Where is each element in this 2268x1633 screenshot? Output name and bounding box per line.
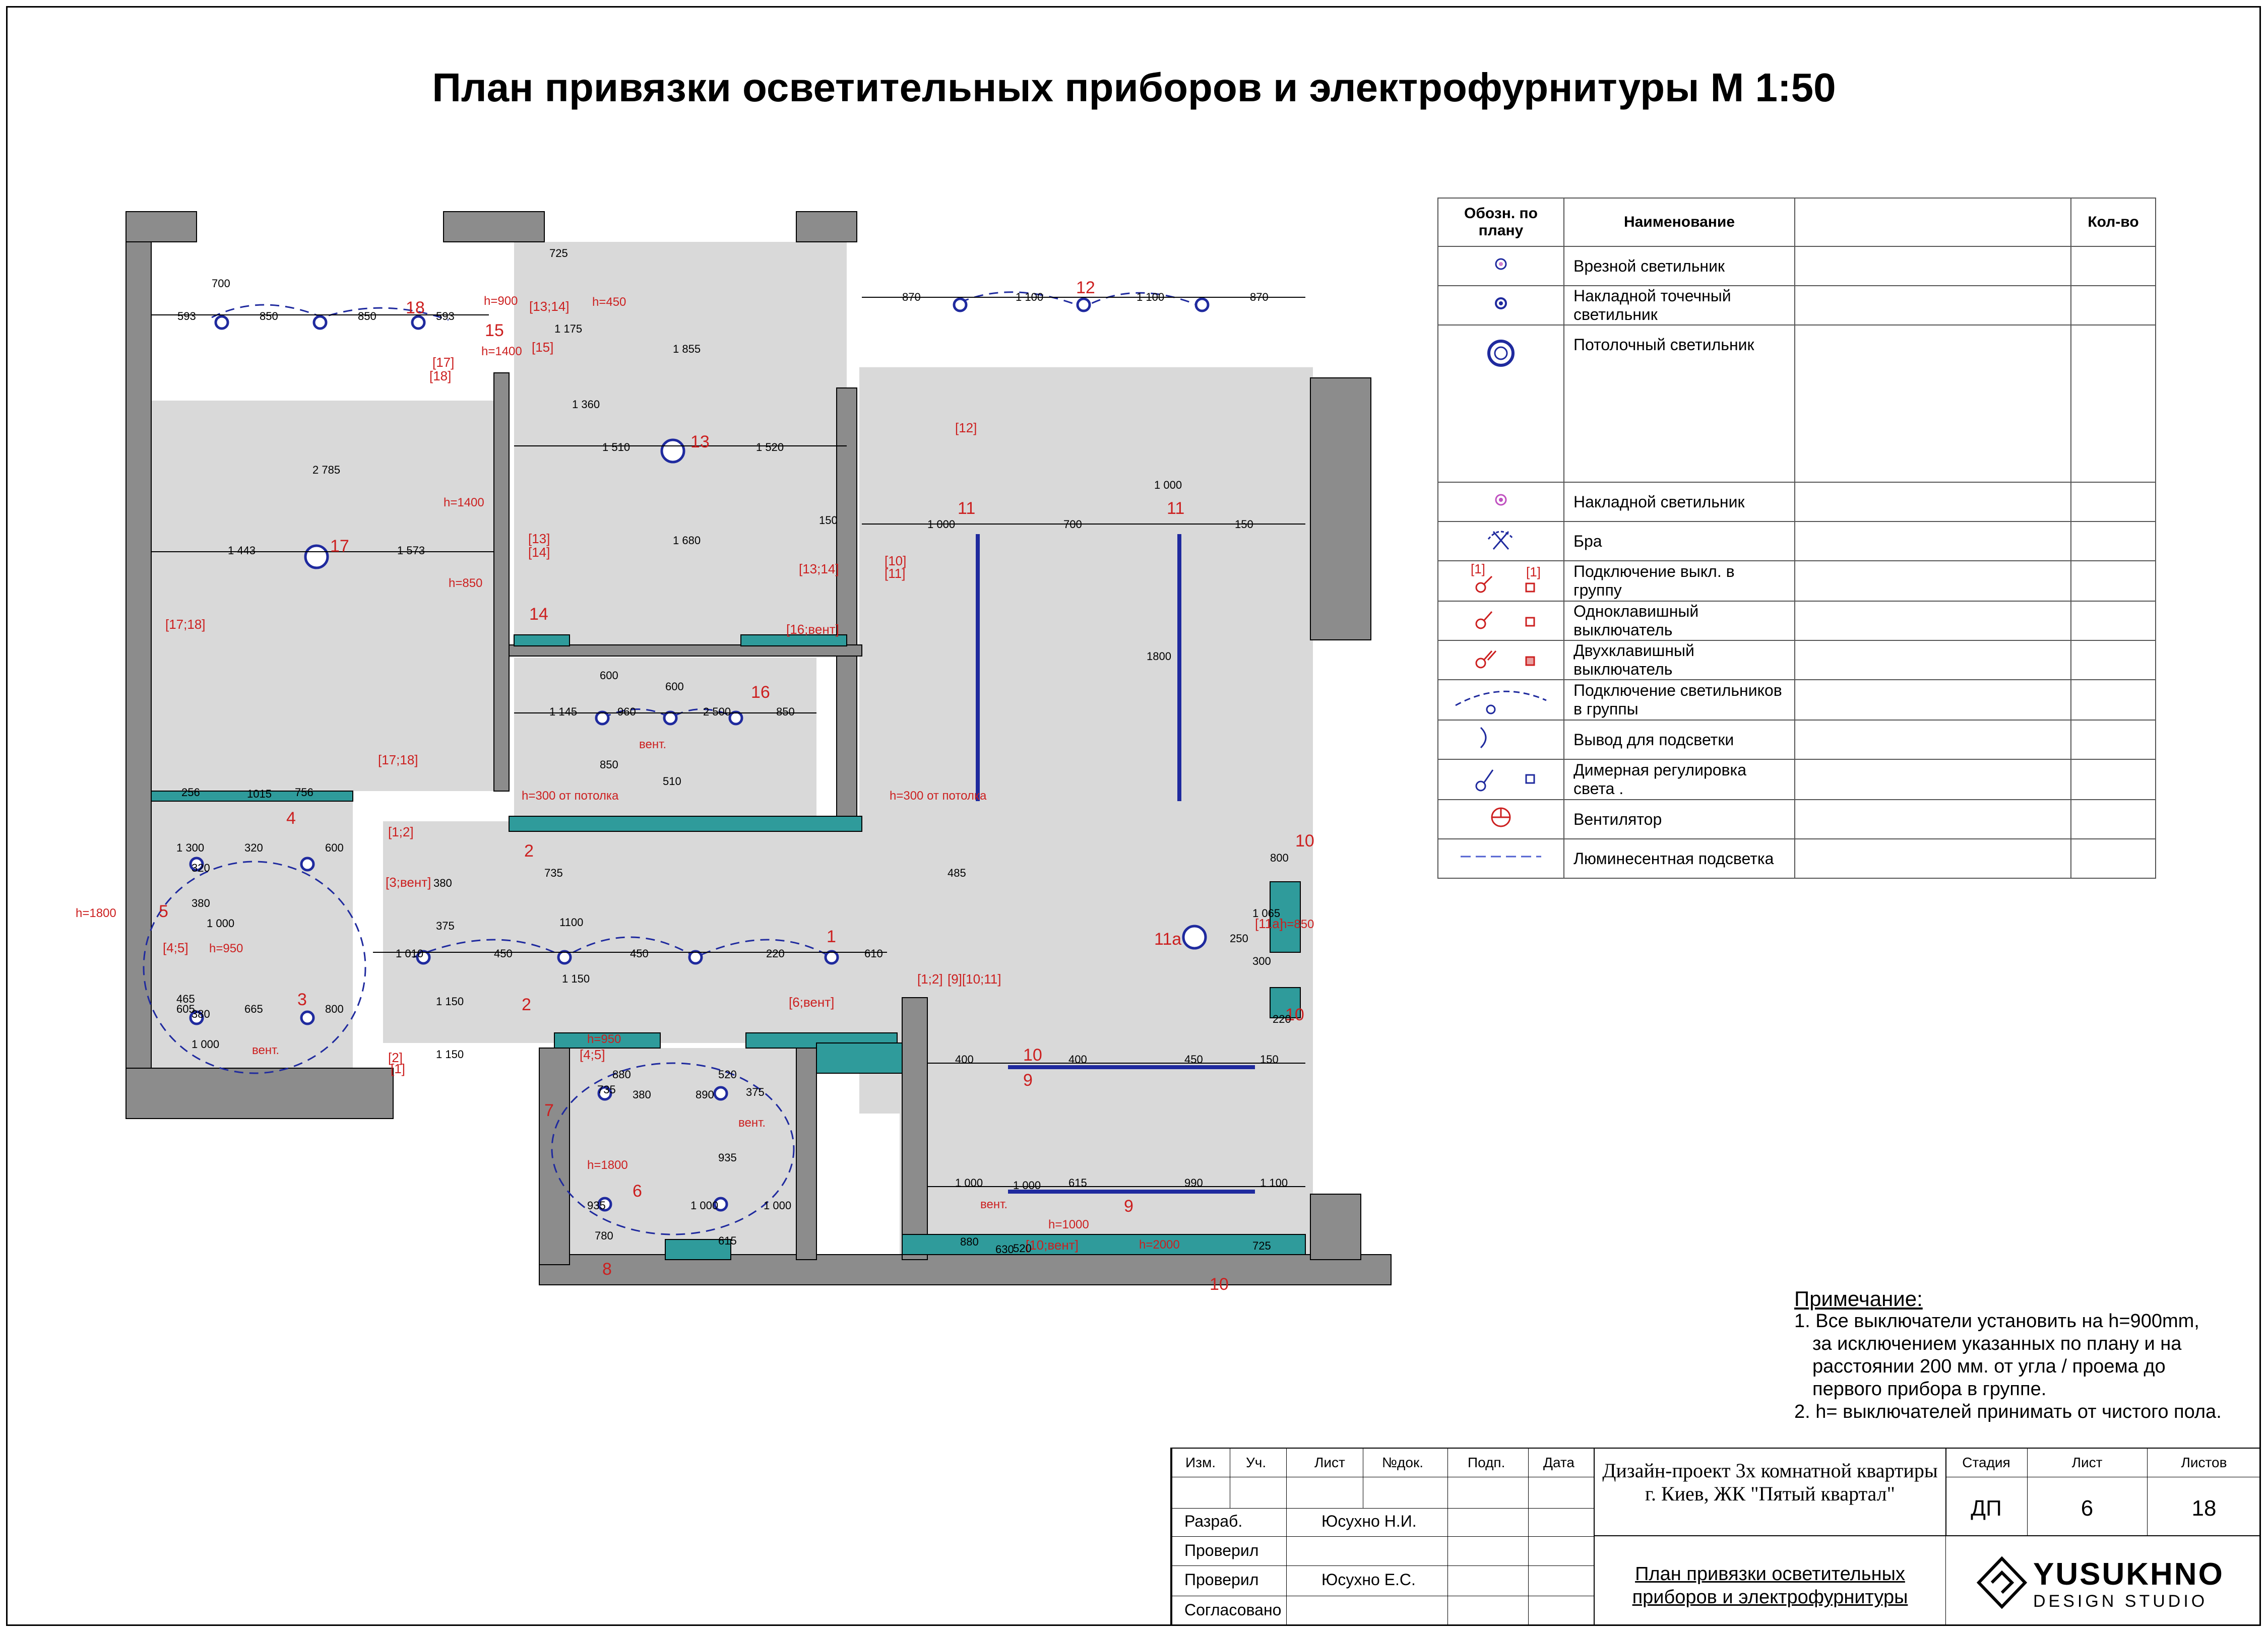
room-number: 17 xyxy=(330,537,349,556)
dimension-value: 870 xyxy=(1250,291,1269,303)
light-12-c xyxy=(1196,299,1208,311)
dimension-value: 150 xyxy=(819,514,838,527)
ceiling-light-icon xyxy=(1438,325,1564,482)
switch-tag: [15] xyxy=(532,340,554,355)
stamp-role: Разраб. xyxy=(1184,1512,1243,1530)
fluorescent-strip-icon xyxy=(1438,839,1564,878)
dimension-value: 400 xyxy=(955,1053,974,1066)
dimension-value: 380 xyxy=(433,877,452,889)
legend-name: Димерная регулировка света . xyxy=(1564,759,1795,800)
light-18-b xyxy=(314,316,326,329)
stamp-header-uch: Уч. xyxy=(1246,1455,1267,1470)
light-11a xyxy=(1183,926,1206,948)
light-16-b xyxy=(664,712,676,724)
stamp-name: Юсухно Е.С. xyxy=(1321,1571,1416,1589)
dimension-value: 610 xyxy=(864,947,883,960)
legend-header-symbol: Обозн. по плану xyxy=(1438,198,1564,246)
dimension-value: 1 000 xyxy=(192,1038,220,1051)
legend-name: Одноклавишный выключатель xyxy=(1564,601,1795,640)
switch-tag: [17;18] xyxy=(378,752,418,767)
group-switch-tag-b: [1] xyxy=(1526,564,1541,579)
dimension-value: 1 000 xyxy=(955,1177,983,1189)
dimension-value: 1 300 xyxy=(176,841,205,854)
dimension-value: 725 xyxy=(549,247,568,259)
switch-tag: [14] xyxy=(528,545,550,560)
room-number: 14 xyxy=(529,605,548,624)
dimension-value: 1 855 xyxy=(673,343,701,355)
legend-header-name: Наименование xyxy=(1564,198,1795,246)
dimension-value: 320 xyxy=(244,841,263,854)
dimension-value: 800 xyxy=(1270,852,1289,864)
dimension-value: 1800 xyxy=(1147,650,1171,663)
dimension-value: 615 xyxy=(718,1234,737,1247)
dimension-value: 850 xyxy=(600,758,618,771)
dimension-value: 380 xyxy=(192,1008,210,1020)
height-label: h=850 xyxy=(1280,918,1314,931)
switch-tag: [11] xyxy=(885,566,906,581)
dimension-value: 1 150 xyxy=(436,1048,464,1061)
dimension-value: 520 xyxy=(1013,1242,1032,1255)
dimension-value: 890 xyxy=(696,1088,714,1101)
legend-name: Бра xyxy=(1564,521,1795,561)
wall-north-mid xyxy=(444,212,544,242)
light-3-b xyxy=(301,858,313,870)
height-label: h=950 xyxy=(587,1032,621,1046)
room-number: 3 xyxy=(297,990,307,1009)
height-label: h=1400 xyxy=(444,496,484,509)
switch-tag: [13;14] xyxy=(529,299,570,314)
dimension-value: 1 000 xyxy=(207,917,235,930)
dimension-value: 935 xyxy=(718,1151,737,1164)
dimension-value: 1 150 xyxy=(562,972,590,985)
notes xyxy=(1794,1287,2222,1423)
sheet-value: 6 xyxy=(2081,1496,2094,1521)
note-line: 1. Все выключатели установить на h=900mm, xyxy=(1794,1311,2199,1332)
switch-tag: [18] xyxy=(429,368,452,383)
dimension-value: 700 xyxy=(212,277,230,290)
switch-tag: [17] xyxy=(432,355,455,370)
switch-tag: [13;14] xyxy=(799,561,839,576)
dimension-value: 1 175 xyxy=(554,322,583,335)
dimension-value: 1 010 xyxy=(396,947,424,960)
note-line: за исключением указанных по плану и на xyxy=(1812,1333,2182,1354)
dimension-value: 2 785 xyxy=(312,464,341,476)
dimension-value: 615 xyxy=(1068,1177,1087,1189)
single-switch-icon xyxy=(1438,601,1564,640)
dimension-value: 850 xyxy=(260,310,278,322)
light-1-c xyxy=(689,951,702,963)
dimension-value: 1 000 xyxy=(1154,479,1182,491)
note-line: расстоянии 200 мм. от угла / проема до xyxy=(1812,1356,2166,1377)
dimension-value: 593 xyxy=(177,310,196,322)
height-label: h=850 xyxy=(449,576,483,590)
room-number: 8 xyxy=(602,1260,612,1279)
dimension-value: 880 xyxy=(960,1235,979,1248)
switch-tag: [1] xyxy=(391,1061,405,1076)
switch-tag: [9][10;11] xyxy=(948,971,1001,987)
stamp-role: Согласовано xyxy=(1184,1601,1282,1619)
floor-corridor-1 xyxy=(383,821,1028,1043)
light-3-d xyxy=(301,1012,313,1024)
switch-tag: [10;вент] xyxy=(1026,1237,1079,1253)
dimension-value: 380 xyxy=(192,897,210,909)
group-lights-icon xyxy=(1438,680,1564,720)
dimension-value: 593 xyxy=(436,310,455,322)
page-title: План привязки осветительных приборов и электрофурнитуры М 1:50 xyxy=(432,65,1836,110)
switch-tag: [4;5] xyxy=(580,1047,605,1062)
vent-label: вент. xyxy=(252,1043,280,1057)
switch-tag: [12] xyxy=(955,420,977,435)
stamp-header-doc: №док. xyxy=(1382,1455,1423,1470)
legend-table xyxy=(1437,198,2156,879)
light-13 xyxy=(662,440,684,462)
dimension-value: 960 xyxy=(617,705,636,718)
room-number: 11 xyxy=(958,499,976,518)
legend-name: Подключение выкл. в группу xyxy=(1564,561,1795,601)
project-line-2: г. Киев, ЖК "Пятый квартал" xyxy=(1645,1482,1895,1505)
room-number: 11a xyxy=(1154,930,1182,949)
light-17 xyxy=(305,546,328,568)
dimension-value: 450 xyxy=(630,947,649,960)
wall-partition-3 xyxy=(509,645,862,656)
insul-1 xyxy=(514,635,570,646)
brand-sub: DESIGN STUDIO xyxy=(2033,1592,2208,1611)
switch-tag: [2] xyxy=(388,1050,403,1065)
switch-tag: [16;вент] xyxy=(786,622,839,637)
room-number: 16 xyxy=(751,683,770,702)
dimension-value: 1 000 xyxy=(1013,1179,1041,1192)
project-line-1: Дизайн-проект 3х комнатной квартиры xyxy=(1602,1459,1938,1482)
dimension-value: 400 xyxy=(1068,1053,1087,1066)
room-number: 18 xyxy=(406,298,425,317)
vent-label: вент. xyxy=(738,1116,766,1130)
room-number: 10 xyxy=(1023,1046,1042,1065)
dimension-value: 1 000 xyxy=(927,518,956,531)
dimension-value: 630 xyxy=(995,1243,1014,1256)
double-switch-icon xyxy=(1438,640,1564,680)
recessed-light-icon xyxy=(1438,246,1564,286)
wall-west xyxy=(126,242,151,1119)
legend-name: Потолочный светильник xyxy=(1564,325,1795,482)
note-line: первого прибора в группе. xyxy=(1812,1379,2047,1400)
dimension-value: 725 xyxy=(1252,1239,1271,1252)
surface-spot-icon xyxy=(1438,286,1564,325)
dimension-value: 780 xyxy=(595,1229,613,1242)
dimension-value: 1 520 xyxy=(756,441,784,453)
legend-name: Люминесентная подсветка xyxy=(1564,839,1795,878)
fan-icon xyxy=(1438,800,1564,839)
wall-north-left xyxy=(126,212,197,242)
dimension-value: 1015 xyxy=(247,788,272,800)
height-label: h=1800 xyxy=(587,1158,628,1172)
dimension-value: 1 443 xyxy=(228,544,256,557)
dimension-value: 665 xyxy=(244,1003,263,1015)
room-number: 12 xyxy=(1076,278,1095,297)
insul-7 xyxy=(816,1043,902,1073)
dimension-value: 735 xyxy=(597,1083,616,1096)
dimension-value: 220 xyxy=(1273,1013,1291,1025)
room-number: 7 xyxy=(544,1101,554,1120)
dimension-value: 1 680 xyxy=(673,534,701,547)
light-6-b xyxy=(715,1087,727,1099)
dimension-value: 600 xyxy=(600,669,618,682)
height-label: h=950 xyxy=(209,942,243,955)
wall-south-west xyxy=(126,1068,393,1119)
room-number: 4 xyxy=(286,809,296,828)
dimension-value: 1 100 xyxy=(1137,291,1165,303)
stamp-header-date: Дата xyxy=(1543,1455,1575,1470)
stamp-role: Проверил xyxy=(1184,1541,1259,1559)
dimension-value: 600 xyxy=(325,841,344,854)
dimension-value: 850 xyxy=(776,705,795,718)
dimension-value: 1 000 xyxy=(690,1199,719,1212)
legend-name: Вентилятор xyxy=(1564,800,1795,839)
room-number: 9 xyxy=(1124,1197,1133,1216)
legend-name: Вывод для подсветки xyxy=(1564,720,1795,759)
switch-tag: [1;2] xyxy=(388,824,414,839)
room-number: 15 xyxy=(485,321,504,340)
room-number: 13 xyxy=(690,432,710,451)
switch-tag: [1;2] xyxy=(917,971,943,987)
sheet-label: Лист xyxy=(2071,1455,2103,1470)
room-number: 6 xyxy=(633,1182,642,1201)
stamp-header-izm: Изм. xyxy=(1185,1455,1216,1470)
dimension-value: 850 xyxy=(358,310,376,322)
room-number: 5 xyxy=(159,902,168,921)
height-label: h=300 от потолка xyxy=(522,789,619,803)
legend-name: Накладной светильник xyxy=(1564,482,1795,521)
wall-partition-4 xyxy=(902,998,927,1260)
height-label: h=300 от потолка xyxy=(890,789,987,803)
room-number: 11 xyxy=(1167,499,1185,518)
dimension-value: 256 xyxy=(181,786,200,799)
sheet-title-2: приборов и электрофурнитуры xyxy=(1632,1587,1908,1608)
dimension-value: 1 573 xyxy=(397,544,425,557)
switch-tag: [3;вент] xyxy=(386,875,431,890)
stamp-name: Юсухно Н.И. xyxy=(1321,1512,1417,1530)
dimension-value: 870 xyxy=(902,291,921,303)
light-16-a xyxy=(596,712,608,724)
insul-3 xyxy=(509,816,862,831)
group-switch-icon xyxy=(1438,561,1564,601)
sheet-title-1: План привязки осветительных xyxy=(1635,1563,1905,1585)
dimension-value: 150 xyxy=(1235,518,1253,531)
height-label: h=1800 xyxy=(76,906,116,920)
dimension-value: 1 510 xyxy=(602,441,631,453)
dimension-value: 1 150 xyxy=(436,995,464,1008)
legend-header-extra xyxy=(1795,198,2071,246)
brand-name: YUSUKHNO xyxy=(2033,1557,2224,1592)
note-line: 2. h= выключателей принимать от чистого пола. xyxy=(1794,1401,2222,1422)
light-1-b xyxy=(558,951,571,963)
height-label: h=900 xyxy=(484,294,518,308)
room-number: 2 xyxy=(524,841,534,861)
dimension-value: 465 xyxy=(176,993,195,1005)
light-16-c xyxy=(730,712,742,724)
dimension-value: 380 xyxy=(633,1088,651,1101)
dimension-value: 880 xyxy=(612,1068,631,1081)
backlight-outlet-icon xyxy=(1438,720,1564,759)
dimension-value: 485 xyxy=(948,867,966,879)
switch-tag: [4;5] xyxy=(163,940,188,955)
dimension-value: 450 xyxy=(1184,1053,1203,1066)
dimension-value: 250 xyxy=(1230,932,1248,945)
switch-tag: [10] xyxy=(885,553,907,568)
light-18-a xyxy=(216,316,228,329)
floor-plan xyxy=(76,191,1391,1320)
light-1-d xyxy=(826,951,838,963)
dimension-value: 1 360 xyxy=(572,398,600,411)
legend-name: Накладной точечный светильник xyxy=(1564,286,1795,325)
room-number: 1 xyxy=(827,927,836,946)
floor-bedroom-17 xyxy=(151,401,503,791)
stage-value: ДП xyxy=(1971,1496,2002,1521)
dimmer-icon xyxy=(1438,759,1564,800)
wall-partition-2 xyxy=(837,388,857,831)
light-18-c xyxy=(412,316,424,329)
floor-bath-6 xyxy=(554,1048,806,1260)
dimension-value: 1100 xyxy=(559,916,584,929)
dimension-value: 990 xyxy=(1184,1177,1203,1189)
wall-east-lower xyxy=(1310,1194,1361,1260)
light-12-a xyxy=(954,299,966,311)
dimension-value: 375 xyxy=(746,1086,765,1098)
switch-tag: [6;вент] xyxy=(789,995,835,1010)
wall-north-mid2 xyxy=(796,212,857,242)
group-switch-tag-a: [1] xyxy=(1471,561,1485,576)
wall-east-upper xyxy=(1310,378,1371,640)
room-number: 10 xyxy=(1210,1275,1229,1294)
stamp-header-sign: Подп. xyxy=(1468,1455,1505,1470)
legend-header-qty: Кол-во xyxy=(2071,198,2156,246)
dimension-value: 2 500 xyxy=(703,705,731,718)
dimension-value: 450 xyxy=(494,947,513,960)
surface-light-icon xyxy=(1438,482,1564,521)
switch-tag: [11а] xyxy=(1255,916,1283,931)
vent-label: вент. xyxy=(980,1198,1008,1211)
title-block xyxy=(1170,1448,2261,1626)
dimension-value: 510 xyxy=(663,775,681,788)
sheets-label: Листов xyxy=(2181,1455,2227,1470)
stamp-role: Проверил xyxy=(1184,1571,1259,1589)
dimension-value: 756 xyxy=(295,786,313,799)
notes-heading: Примечание: xyxy=(1794,1287,1923,1311)
room-number: 2 xyxy=(522,995,531,1014)
dimension-value: 1 100 xyxy=(1260,1177,1288,1189)
dimension-value: 1 000 xyxy=(764,1199,792,1212)
dimension-value: 700 xyxy=(1063,518,1082,531)
dimension-value: 1 100 xyxy=(1016,291,1044,303)
wall-south-left xyxy=(539,1048,570,1265)
room-number: 10 xyxy=(1295,831,1314,851)
height-label: h=450 xyxy=(592,295,626,309)
dimension-value: 520 xyxy=(718,1068,737,1081)
dimension-value: 220 xyxy=(766,947,785,960)
room-number: 9 xyxy=(1023,1071,1033,1090)
wall-partition-5 xyxy=(796,1048,816,1260)
height-label: h=2000 xyxy=(1139,1238,1180,1252)
dimension-value: 800 xyxy=(325,1003,344,1015)
height-label: h=1000 xyxy=(1048,1218,1089,1231)
dimension-value: 1 065 xyxy=(1252,907,1281,920)
studio-logo-icon xyxy=(1977,1556,2027,1612)
dimension-value: 735 xyxy=(544,867,563,879)
dimension-value: 1 145 xyxy=(549,705,578,718)
legend-name: Врезной светильник xyxy=(1564,246,1795,286)
dimension-value: 320 xyxy=(192,862,210,874)
dimension-value: 375 xyxy=(436,920,455,932)
legend-name: Подключение светильников в группы xyxy=(1564,680,1795,720)
sheets-value: 18 xyxy=(2191,1496,2217,1521)
stamp-header-list: Лист xyxy=(1314,1455,1345,1470)
dimension-value: 300 xyxy=(1252,955,1271,967)
vent-label: вент. xyxy=(639,738,667,751)
dimension-value: 605 xyxy=(176,1003,195,1015)
dimension-value: 150 xyxy=(1260,1053,1279,1066)
wall-partition-1 xyxy=(494,373,509,791)
stage-label: Стадия xyxy=(1962,1455,2010,1470)
switch-tag: [13] xyxy=(528,531,550,546)
legend-name: Двухклавишный выключатель xyxy=(1564,640,1795,680)
dimension-value: 600 xyxy=(665,680,684,693)
sconce-icon xyxy=(1438,521,1564,561)
dimension-value: 935 xyxy=(587,1199,606,1212)
height-label: h=1400 xyxy=(481,345,522,358)
switch-tag: [17;18] xyxy=(165,617,206,632)
light-12-b xyxy=(1078,299,1090,311)
room-number: 10 xyxy=(1285,1005,1304,1024)
